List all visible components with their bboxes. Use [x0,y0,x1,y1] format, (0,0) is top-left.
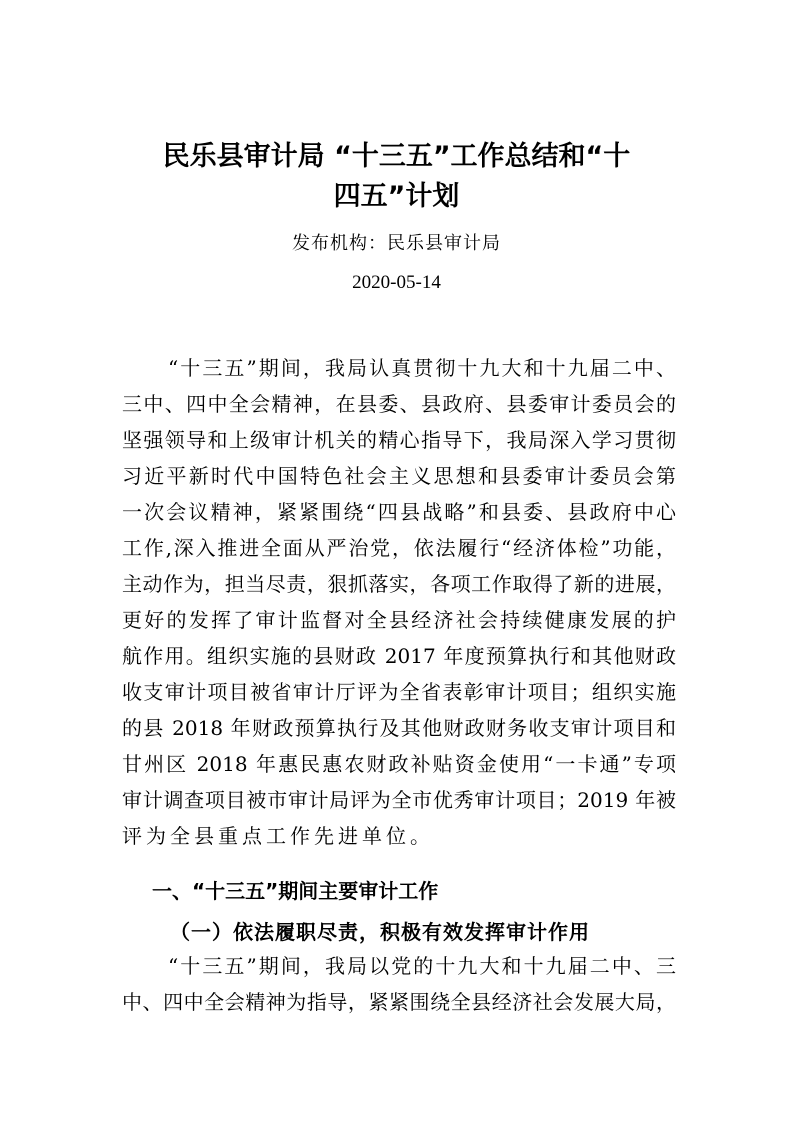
text-line: 一次会议精神，紧紧围绕“四县战略”和县委、县政府中心 [122,500,676,524]
publisher: 发布机构：民乐县审计局 [292,233,501,254]
subsection-heading: （一）依法履职尽责，积极有效发挥审计作用 [170,920,590,944]
document-title-line-1: 民乐县审计局 “十三五”工作总结和“十 [162,141,631,172]
text-line: 审计调查项目被市审计局评为全市优秀审计项目；2019 年被 [122,788,676,812]
text-line: 的县 2018 年财政预算执行及其他财政财务收支审计项目和 [122,716,676,740]
publish-date: 2020-05-14 [352,272,441,293]
text-line: 航作用。组织实施的县财政 2017 年度预算执行和其他财政 [122,644,676,668]
text-line: 坚强领导和上级审计机关的精心指导下，我局深入学习贯彻 [122,428,676,452]
text-line: “十三五”期间，我局认真贯彻十九大和十九届二中、 [168,356,676,380]
text-line: 更好的发挥了审计监督对全县经济社会持续健康发展的护 [122,608,676,632]
text-line: 工作,深入推进全面从严治党，依法履行“经济体检”功能， [122,536,676,560]
text-line: “十三五”期间，我局以党的十九大和十九届二中、三 [168,954,676,978]
text-line: 主动作为，担当尽责，狠抓落实，各项工作取得了新的进展， [122,572,676,596]
text-line: 甘州区 2018 年惠民惠农财政补贴资金使用“一卡通”专项 [122,752,676,776]
text-line: 中、四中全会精神为指导，紧紧围绕全县经济社会发展大局， [122,990,676,1014]
text-line: 评为全县重点工作先进单位。 [122,824,434,848]
section-heading: 一、“十三五”期间主要审计工作 [152,879,439,903]
document-title-line-2: 四五”计划 [333,181,460,212]
text-line: 习近平新时代中国特色社会主义思想和县委审计委员会第 [122,464,676,488]
text-line: 收支审计项目被省审计厅评为全省表彰审计项目；组织实施 [122,680,676,704]
text-line: 三中、四中全会精神，在县委、县政府、县委审计委员会的 [122,392,676,416]
